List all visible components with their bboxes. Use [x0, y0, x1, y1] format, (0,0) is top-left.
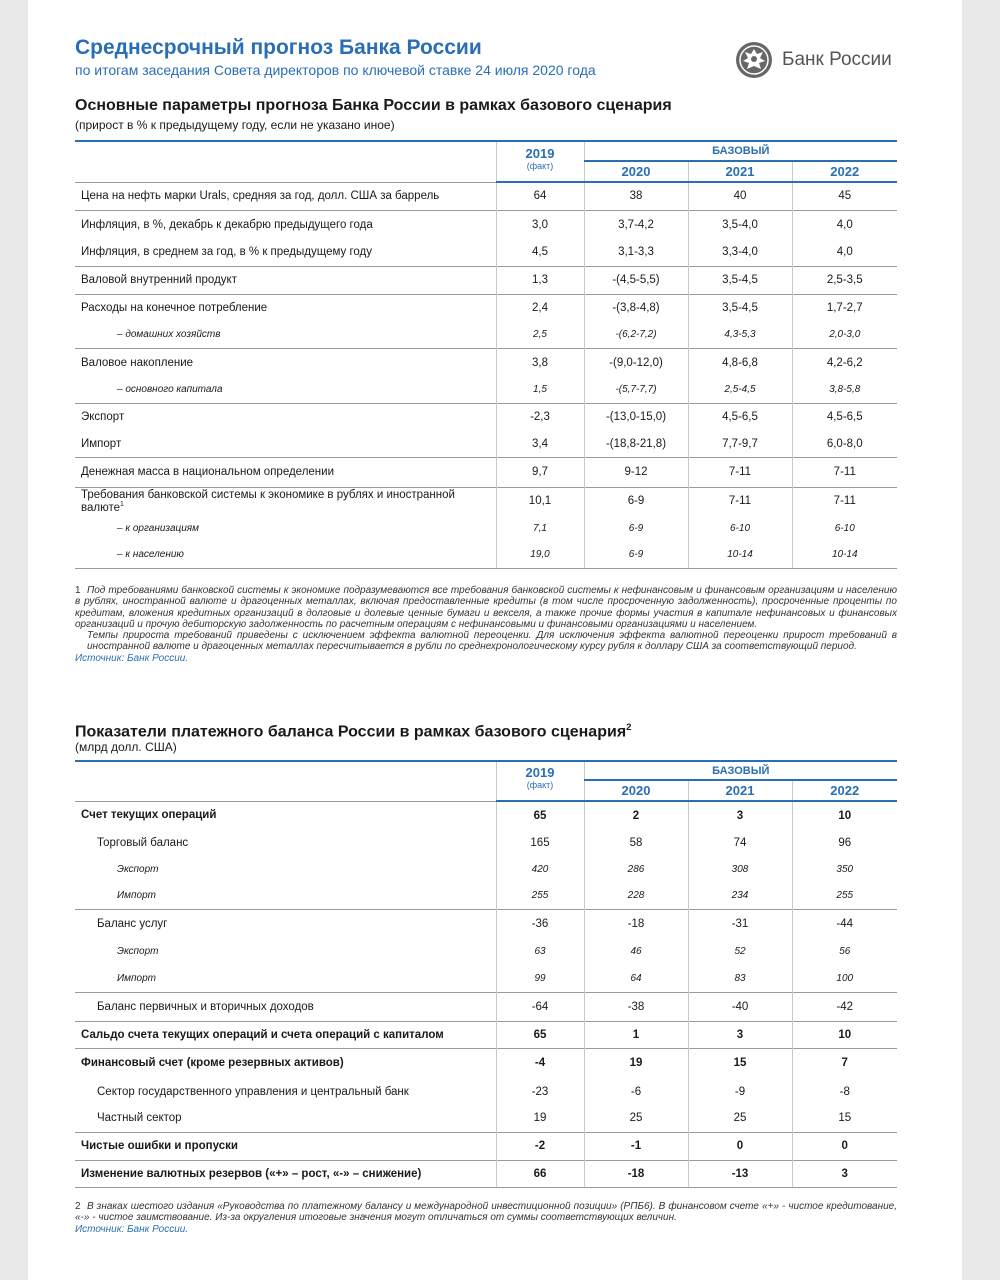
cell-2021: 3,5-4,5 [688, 266, 792, 294]
cell-2019: 99 [496, 965, 584, 992]
row-label [75, 1048, 496, 1078]
table2-title-text: Показатели платежного баланса России в рамках базового сценария [75, 723, 627, 741]
row-label-text: – к населению [117, 548, 184, 560]
cell-2020: 64 [584, 965, 688, 992]
cell-2019: -2,3 [496, 403, 584, 431]
table2-title [75, 722, 632, 741]
cell-2021: 3,5-4,0 [688, 210, 792, 239]
cell-2020: 25 [584, 1105, 688, 1132]
cell-2019: 3,8 [496, 348, 584, 377]
cell-2022: 100 [792, 965, 897, 992]
cell-2020: -38 [584, 992, 688, 1021]
row-label-text: Сальдо счета текущих операций и счета операций с капиталом [81, 1028, 444, 1041]
table1-footnote [75, 585, 897, 664]
cell-2021: 74 [688, 829, 792, 856]
cell-2020: -(18,8-21,8) [584, 431, 688, 457]
row-label [75, 322, 496, 348]
balance-table [75, 760, 897, 1188]
row-label [75, 515, 496, 541]
row-label [75, 938, 496, 965]
cell-2021: 4,3-5,3 [688, 322, 792, 348]
cell-2019: 10,1 [496, 487, 584, 515]
document-page [28, 0, 962, 1280]
col-2020: 2020 [584, 161, 688, 182]
row-label-text: Счет текущих операций [81, 809, 217, 822]
row-label-text: Торговый баланс [97, 836, 189, 849]
row-label [75, 1132, 496, 1160]
cell-2019: 255 [496, 883, 584, 909]
row-label [75, 294, 496, 322]
col-2020: 2020 [584, 780, 688, 801]
cell-2021: -13 [688, 1160, 792, 1187]
col-fact: (факт) [496, 161, 584, 182]
row-label-text: Изменение валютных резервов («+» – рост, «-» – снижение) [81, 1167, 422, 1180]
row-label-text: Финансовый счет (кроме резервных активов) [81, 1057, 344, 1070]
cell-2019: 165 [496, 829, 584, 856]
row-label [75, 541, 496, 568]
row-label [75, 829, 496, 856]
row-label [75, 1078, 496, 1105]
cell-2020: 2 [584, 801, 688, 829]
cell-2020: -18 [584, 909, 688, 938]
cell-2022: 350 [792, 856, 897, 883]
footnote-mark: 1 [75, 585, 81, 596]
table-row [75, 239, 897, 266]
cell-2021: 3,3-4,0 [688, 239, 792, 266]
row-label-text: Чистые ошибки и пропуски [81, 1140, 238, 1152]
row-label-text: Валовой внутренний продукт [81, 274, 237, 286]
cell-2021: 15 [688, 1048, 792, 1078]
row-label-text: Частный сектор [97, 1112, 182, 1125]
row-label [75, 1021, 496, 1048]
cell-2022: 3,8-5,8 [792, 377, 897, 403]
cell-2020: 58 [584, 829, 688, 856]
cell-2021: 40 [688, 182, 792, 210]
table-row [75, 457, 897, 487]
cell-2019: 9,7 [496, 457, 584, 487]
row-label [75, 239, 496, 266]
cell-2021: 3,5-4,5 [688, 294, 792, 322]
cell-2022: 56 [792, 938, 897, 965]
table-row [75, 992, 897, 1021]
row-label [75, 266, 496, 294]
row-label [75, 182, 496, 210]
cell-2020: 19 [584, 1048, 688, 1078]
table2-subtitle: (млрд долл. США) [75, 740, 177, 754]
cell-2019: 2,4 [496, 294, 584, 322]
cell-2019: 1,3 [496, 266, 584, 294]
bank-logo [734, 40, 892, 80]
col-base: БАЗОВЫЙ [584, 141, 897, 161]
table-row [75, 938, 897, 965]
row-label [75, 348, 496, 377]
table-row [75, 515, 897, 541]
cell-2022: 7-11 [792, 487, 897, 515]
cell-2019: 63 [496, 938, 584, 965]
cell-2019: 19,0 [496, 541, 584, 568]
cell-2021: 3 [688, 801, 792, 829]
cell-2022: -42 [792, 992, 897, 1021]
page-subtitle: по итогам заседания Совета директоров по ключевой ставке 24 июля 2020 года [75, 62, 596, 78]
row-label [75, 992, 496, 1021]
table1-title: Основные параметры прогноза Банка России в рамках базового сценария [75, 97, 672, 114]
row-label-text: Инфляция, в %, декабрь к декабрю предыдущего года [81, 218, 373, 231]
col-2019: 2019 [496, 761, 584, 780]
cell-2020: 1 [584, 1021, 688, 1048]
cell-2020: 228 [584, 883, 688, 909]
cell-2022: 4,2-6,2 [792, 348, 897, 377]
row-label [75, 210, 496, 239]
table-row [75, 1105, 897, 1132]
cell-2021: 234 [688, 883, 792, 909]
footnote-text: Под требованиями банковской системы к экономике подразумеваются все требования банковской системы к нефинансовым и финансовым организациям и населению в рублях, иностранной валюте и драгоценных металлах, включая предоставленные кредиты (в том числе просроченную задолженность), просроченные проценты по кредитам, вложения кредитных организаций в долговые и долевые ценные бумаги и векселя, а также прочие формы участия в капитале нефинансовых и финансовых организаций и прочую дебиторскую задолженность по расчетным операциям с нефинансовыми и финансовыми организациями и населением. [75, 585, 897, 630]
footnote-text-2: Темпы прироста требований приведены с исключением эффекта валютной переоценки. Для исключения эффекта валютной переоценки прирост требований в иностранной валюте и драгоценных металлах пересчитывается в рубли по среднехронологическому курсу рубля к доллару США за соответствующий период. [87, 630, 897, 653]
col-2021: 2021 [688, 780, 792, 801]
cell-2021: 7-11 [688, 457, 792, 487]
cell-2020: -(13,0-15,0) [584, 403, 688, 431]
table-row [75, 1160, 897, 1187]
cell-2019: 3,0 [496, 210, 584, 239]
table-row [75, 403, 897, 431]
row-label-text: Экспорт [117, 946, 159, 957]
cell-2022: 6,0-8,0 [792, 431, 897, 457]
cell-2022: 3 [792, 1160, 897, 1187]
row-label-text: Импорт [117, 890, 156, 902]
cell-2019: -4 [496, 1048, 584, 1078]
cell-2022: 6-10 [792, 515, 897, 541]
cell-2021: 4,8-6,8 [688, 348, 792, 377]
table-row [75, 182, 897, 210]
cell-2022: 2,5-3,5 [792, 266, 897, 294]
col-base: БАЗОВЫЙ [584, 761, 897, 780]
page-title: Среднесрочный прогноз Банка России [75, 36, 482, 59]
logo-text: Банк России [782, 49, 892, 70]
cell-2022: 10 [792, 801, 897, 829]
cell-2020: -(9,0-12,0) [584, 348, 688, 377]
cell-2022: -8 [792, 1078, 897, 1105]
cell-2019: 2,5 [496, 322, 584, 348]
cell-2020: 6-9 [584, 487, 688, 515]
table-row [75, 377, 897, 403]
cell-2022: 0 [792, 1132, 897, 1160]
cell-2021: 83 [688, 965, 792, 992]
cell-2020: 9-12 [584, 457, 688, 487]
cell-2020: 46 [584, 938, 688, 965]
forecast-table [75, 140, 897, 569]
row-label-text: Экспорт [117, 864, 159, 875]
row-label-text: Баланс услуг [97, 917, 168, 930]
row-label-text: Импорт [117, 972, 156, 984]
table-row [75, 487, 897, 515]
row-label-text: Импорт [81, 437, 122, 450]
row-label [75, 377, 496, 403]
bank-of-russia-eagle-icon [734, 40, 774, 80]
row-label-text: Денежная масса в национальном определении [81, 466, 334, 478]
table-row [75, 210, 897, 239]
cell-2019: 1,5 [496, 377, 584, 403]
cell-2020: -(4,5-5,5) [584, 266, 688, 294]
cell-2019: -2 [496, 1132, 584, 1160]
cell-2022: 7 [792, 1048, 897, 1078]
table-row [75, 856, 897, 883]
cell-2021: 7,7-9,7 [688, 431, 792, 457]
cell-2020: 6-9 [584, 541, 688, 568]
row-label [75, 403, 496, 431]
row-label [75, 965, 496, 992]
cell-2020: -18 [584, 1160, 688, 1187]
table-row [75, 431, 897, 457]
footnote-text: В знаках шестого издания «Руководства по платежному балансу и международной инвестиционной позиции» (РПБ6). В финансовом счете «+» - чистое кредитование, «-» - чистое заимствование. Из-за округления итоговые значения могут отличаться от суммы соответствующих величин. [75, 1201, 897, 1224]
cell-2021: 308 [688, 856, 792, 883]
cell-2022: 96 [792, 829, 897, 856]
col-2021: 2021 [688, 161, 792, 182]
cell-2021: -31 [688, 909, 792, 938]
table-row [75, 883, 897, 909]
cell-2019: 420 [496, 856, 584, 883]
row-label-text: – домашних хозяйств [117, 329, 221, 341]
footnote-ref: 1 [120, 500, 124, 508]
cell-2021: 4,5-6,5 [688, 403, 792, 431]
table-row [75, 1048, 897, 1078]
cell-2022: 45 [792, 182, 897, 210]
row-label [75, 431, 496, 457]
cell-2022: 10-14 [792, 541, 897, 568]
table-row [75, 965, 897, 992]
col-2022: 2022 [792, 780, 897, 801]
table-row [75, 1078, 897, 1105]
row-label [75, 909, 496, 938]
header-blank [75, 141, 496, 182]
col-fact: (факт) [496, 780, 584, 801]
cell-2021: -9 [688, 1078, 792, 1105]
table-row [75, 829, 897, 856]
row-label [75, 1160, 496, 1187]
cell-2019: 65 [496, 1021, 584, 1048]
cell-2020: 38 [584, 182, 688, 210]
cell-2020: -6 [584, 1078, 688, 1105]
table-row [75, 801, 897, 829]
cell-2019: -36 [496, 909, 584, 938]
row-label-text: Экспорт [81, 411, 125, 424]
row-label [75, 883, 496, 909]
table2-footnote [75, 1201, 897, 1235]
cell-2021: 3 [688, 1021, 792, 1048]
col-2022: 2022 [792, 161, 897, 182]
cell-2022: 7-11 [792, 457, 897, 487]
cell-2019: 65 [496, 801, 584, 829]
row-label-text: Сектор государственного управления и центральный банк [97, 1085, 409, 1098]
cell-2022: 4,5-6,5 [792, 403, 897, 431]
row-label-text: Баланс первичных и вторичных доходов [97, 1000, 314, 1013]
table-row [75, 348, 897, 377]
cell-2022: 4,0 [792, 210, 897, 239]
table-row [75, 1021, 897, 1048]
source-note: Источник: Банк России. [75, 652, 189, 664]
table-row [75, 1132, 897, 1160]
cell-2020: -(6,2-7,2) [584, 322, 688, 348]
cell-2019: -64 [496, 992, 584, 1021]
row-label [75, 457, 496, 487]
table-row [75, 266, 897, 294]
cell-2021: 10-14 [688, 541, 792, 568]
cell-2021: 0 [688, 1132, 792, 1160]
cell-2022: 2,0-3,0 [792, 322, 897, 348]
cell-2020: 3,1-3,3 [584, 239, 688, 266]
cell-2021: 6-10 [688, 515, 792, 541]
cell-2020: -(5,7-7,7) [584, 377, 688, 403]
table-row [75, 541, 897, 568]
cell-2022: 10 [792, 1021, 897, 1048]
cell-2022: 15 [792, 1105, 897, 1132]
cell-2022: 255 [792, 883, 897, 909]
table2-title-sup: 2 [626, 722, 632, 733]
cell-2019: 7,1 [496, 515, 584, 541]
table-row [75, 909, 897, 938]
footnote-mark: 2 [75, 1201, 81, 1212]
cell-2021: -40 [688, 992, 792, 1021]
cell-2019: 4,5 [496, 239, 584, 266]
cell-2020: -(3,8-4,8) [584, 294, 688, 322]
table-row [75, 322, 897, 348]
row-label-text: – к организациям [117, 522, 199, 534]
row-label [75, 1105, 496, 1132]
source-note: Источник: Банк России. [75, 1223, 189, 1235]
cell-2019: 3,4 [496, 431, 584, 457]
cell-2022: 1,7-2,7 [792, 294, 897, 322]
cell-2020: 286 [584, 856, 688, 883]
cell-2021: 52 [688, 938, 792, 965]
row-label [75, 487, 496, 515]
cell-2019: -23 [496, 1078, 584, 1105]
row-label-text: Расходы на конечное потребление [81, 302, 268, 315]
row-label-text: – основного капитала [117, 384, 223, 396]
cell-2019: 64 [496, 182, 584, 210]
col-2019: 2019 [496, 141, 584, 161]
row-label-text: Валовое накопление [81, 356, 194, 369]
cell-2019: 19 [496, 1105, 584, 1132]
cell-2021: 7-11 [688, 487, 792, 515]
cell-2021: 2,5-4,5 [688, 377, 792, 403]
table1-subtitle: (прирост в % к предыдущему году, если не указано иное) [75, 118, 395, 132]
row-label [75, 801, 496, 829]
cell-2019: 66 [496, 1160, 584, 1187]
cell-2022: -44 [792, 909, 897, 938]
header-blank [75, 761, 496, 801]
table-row [75, 294, 897, 322]
row-label [75, 856, 496, 883]
cell-2020: 3,7-4,2 [584, 210, 688, 239]
cell-2021: 25 [688, 1105, 792, 1132]
cell-2020: -1 [584, 1132, 688, 1160]
row-label-text: Цена на нефть марки Urals, средняя за год, долл. США за баррель [81, 190, 440, 202]
cell-2020: 6-9 [584, 515, 688, 541]
cell-2022: 4,0 [792, 239, 897, 266]
row-label-text: Инфляция, в среднем за год, в % к предыдущему году [81, 246, 372, 259]
row-label-text: Требования банковской системы к экономике в рублях и иностранной валюте [81, 488, 455, 514]
